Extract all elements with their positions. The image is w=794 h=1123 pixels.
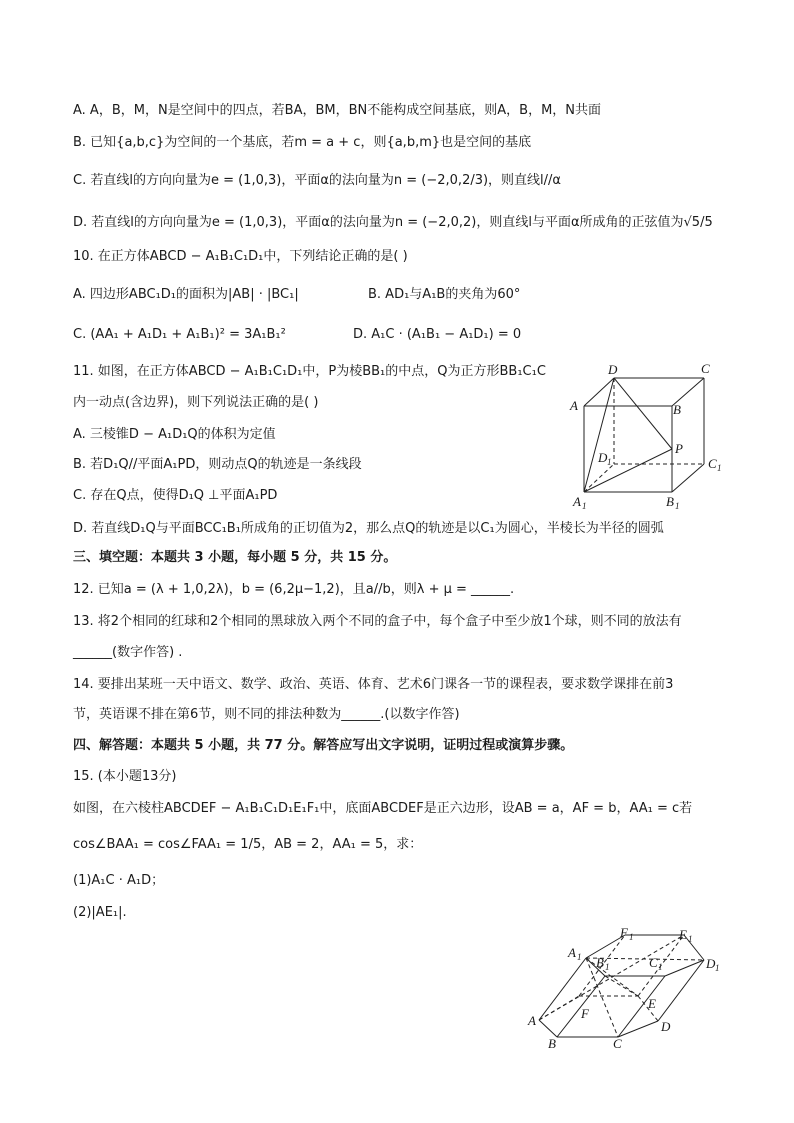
q9-option-b: B. 已知{a,b,c}为空间的一个基底，若m = a + c，则{a,b,m}也是空间的基底 bbox=[73, 135, 532, 150]
q15-given: cos∠BAA₁ = cos∠FAA₁ = 1/5，AB = 2，AA₁ = 5，求： bbox=[73, 837, 423, 852]
prism-sub-C1: 1 bbox=[658, 962, 663, 972]
q9-option-a: A. A，B，M，N是空间中的四点，若BA，BM，BN不能构成空间基底，则A，B，M，N共面 bbox=[73, 103, 602, 118]
q11-stem: 11. 如图，在正方体ABCD − A₁B₁C₁D₁中，P为棱BB₁的中点，Q为正方形BB₁C₁C bbox=[73, 364, 546, 379]
q11-option-b: B. 若D₁Q//平面A₁PD，则动点Q的轨迹是一条线段 bbox=[73, 457, 362, 472]
cube-sub-B1: 1 bbox=[675, 501, 680, 511]
prism-label-A1: A bbox=[568, 945, 576, 960]
q15-header: 15. (本小题13分) bbox=[73, 769, 177, 784]
q10-option-a: A. 四边形ABC₁D₁的面积为|AB| · |BC₁| bbox=[73, 287, 299, 302]
cube-label-B: B bbox=[673, 402, 681, 417]
prism-sub-F1: 1 bbox=[629, 932, 634, 942]
q11-option-c: C. 存在Q点，使得D₁Q ⊥平面A₁PD bbox=[73, 488, 278, 503]
hexagonal-prism-figure bbox=[524, 924, 734, 1054]
prism-label-F1: F bbox=[620, 925, 628, 940]
section-3-heading: 三、填空题：本题共 3 小题，每小题 5 分，共 15 分。 bbox=[73, 550, 397, 565]
prism-label-E1: E bbox=[679, 927, 687, 942]
prism-label-B: B bbox=[548, 1036, 556, 1051]
cube-figure bbox=[560, 358, 740, 518]
q15-part2: (2)|AE₁|. bbox=[73, 905, 127, 920]
q12: 12. 已知a = (λ + 1,0,2λ)，b = (6,2μ−1,2)，且a//b，则λ + μ = ______. bbox=[73, 582, 515, 597]
cube-label-C: C bbox=[701, 361, 710, 376]
prism-sub-D1: 1 bbox=[715, 963, 720, 973]
section-4-heading: 四、解答题：本题共 5 小题，共 77 分。解答应写出文字说明，证明过程或演算步骤。 bbox=[73, 738, 574, 753]
cube-label-D: D bbox=[608, 362, 618, 377]
q15-part1: (1)A₁C · A₁D； bbox=[73, 873, 165, 888]
prism-label-F: F bbox=[581, 1006, 589, 1021]
cube-label-C1: C bbox=[708, 456, 717, 471]
cube-label-P: P bbox=[675, 441, 683, 456]
cube-sub-C1: 1 bbox=[717, 463, 722, 473]
q11-stem-cont: 内一动点(含边界)，则下列说法正确的是( ) bbox=[73, 395, 319, 410]
cube-label-A1: A bbox=[573, 494, 581, 509]
q9-option-d: D. 若直线l的方向向量为e = (1,0,3)，平面α的法向量为n = (−2,0,2)，则直线l与平面α所成角的正弦值为√5/5 bbox=[73, 215, 713, 230]
prism-label-E: E bbox=[648, 996, 656, 1011]
q11-option-a: A. 三棱锥D − A₁D₁Q的体积为定值 bbox=[73, 427, 276, 442]
cube-label-B1: B bbox=[666, 494, 674, 509]
q10-option-d: D. A₁C · (A₁B₁ − A₁D₁) = 0 bbox=[353, 327, 522, 342]
q14: 14. 要排出某班一天中语文、数学、政治、英语、体育、艺术6门课各一节的课程表，要求数学课排在前3 bbox=[73, 677, 674, 692]
q10-option-b: B. AD₁与A₁B的夹角为60° bbox=[368, 287, 521, 302]
prism-label-C: C bbox=[613, 1036, 622, 1051]
q9-option-c: C. 若直线l的方向向量为e = (1,0,3)，平面α的法向量为n = (−2,0,2/3)，则直线l//α bbox=[73, 173, 562, 188]
q13: 13. 将2个相同的红球和2个相同的黑球放入两个不同的盒子中，每个盒子中至少放1个球，则不同的放法有 bbox=[73, 614, 682, 629]
q10-option-c: C. (AA₁ + A₁D₁ + A₁B₁)² = 3A₁B₁² bbox=[73, 327, 286, 342]
q15-stem: 如图，在六棱柱ABCDEF − A₁B₁C₁D₁E₁F₁中，底面ABCDEF是正六边形，设AB = a，AF = b，AA₁ = c若 bbox=[73, 801, 693, 816]
prism-sub-E1: 1 bbox=[688, 934, 693, 944]
prism-label-A: A bbox=[528, 1013, 536, 1028]
cube-label-A: A bbox=[570, 398, 578, 413]
prism-label-C1: C bbox=[649, 955, 658, 970]
prism-label-B1: B bbox=[596, 955, 604, 970]
q11-option-d: D. 若直线D₁Q与平面BCC₁B₁所成角的正切值为2，那么点Q的轨迹是以C₁为圆心，半棱长为半径的圆弧 bbox=[73, 521, 664, 536]
q13-cont: ______(数字作答) . bbox=[73, 645, 183, 660]
prism-label-D: D bbox=[661, 1019, 671, 1034]
cube-label-D1: D bbox=[598, 450, 608, 465]
prism-sub-A1: 1 bbox=[577, 952, 582, 962]
prism-label-D1: D bbox=[706, 956, 716, 971]
prism-sub-B1: 1 bbox=[605, 962, 610, 972]
q10-stem: 10. 在正方体ABCD − A₁B₁C₁D₁中，下列结论正确的是( ) bbox=[73, 249, 408, 264]
q14-cont: 节，英语课不排在第6节，则不同的排法种数为______.(以数字作答) bbox=[73, 707, 460, 722]
cube-sub-A1: 1 bbox=[582, 501, 587, 511]
cube-sub-D1: 1 bbox=[607, 457, 612, 467]
